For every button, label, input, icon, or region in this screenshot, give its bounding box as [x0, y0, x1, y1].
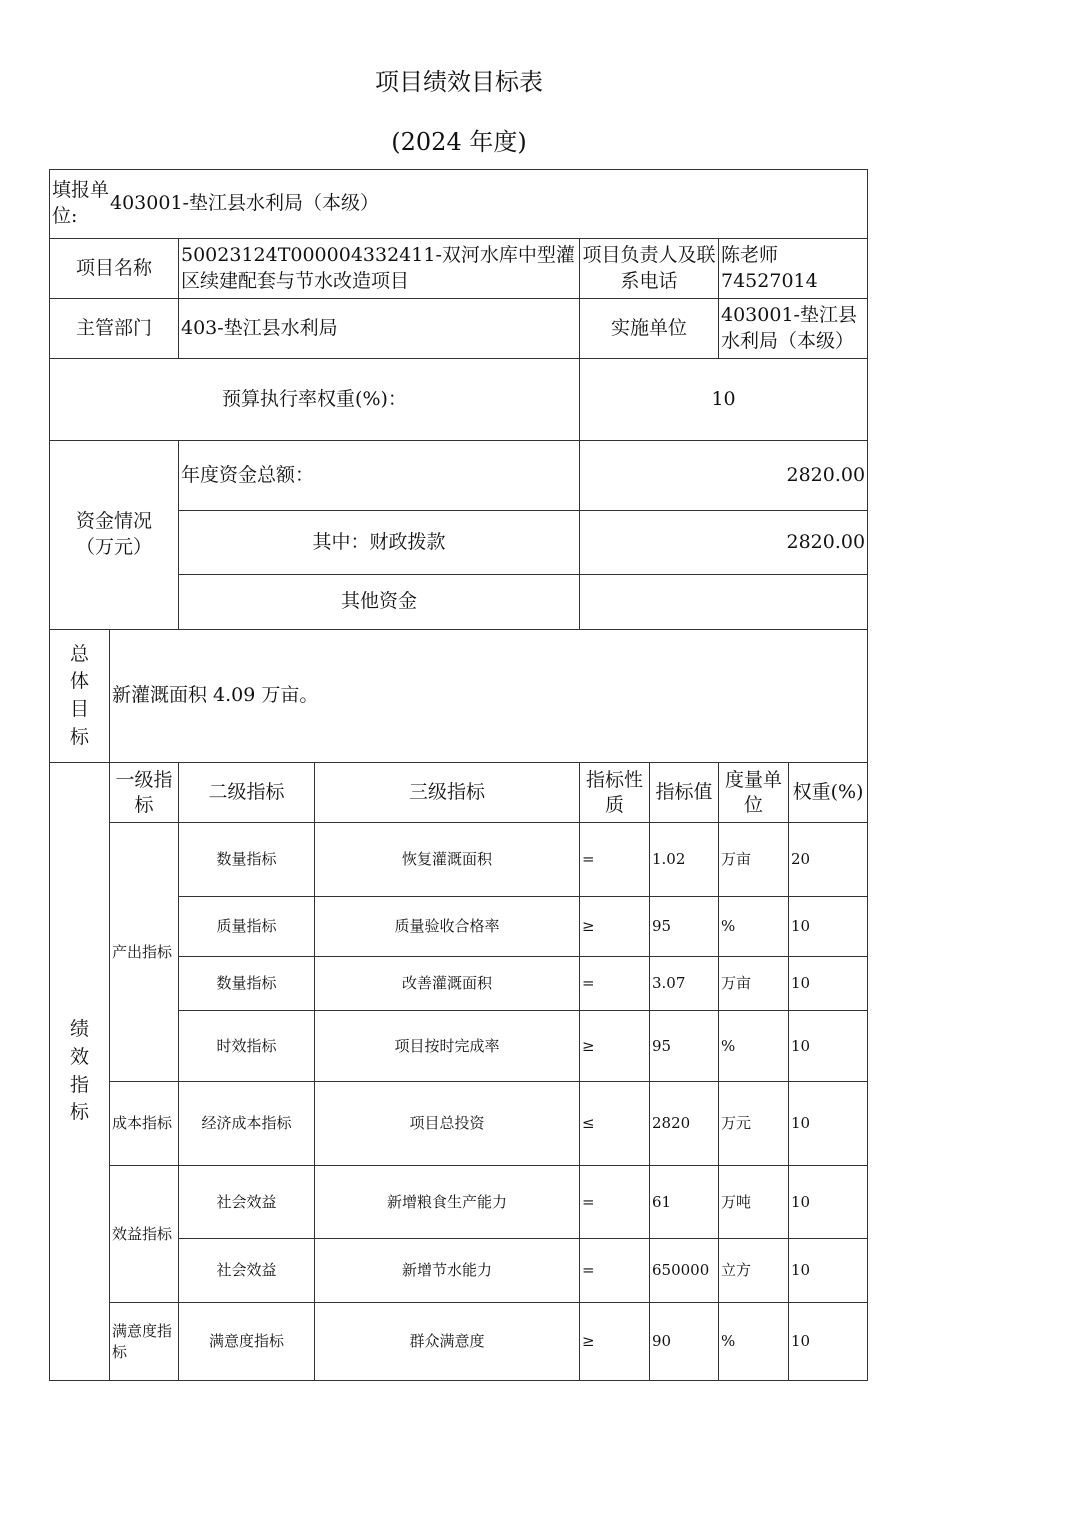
row-value: 95 — [650, 897, 719, 957]
row-unit: % — [719, 1303, 789, 1381]
row-value: 650000 — [650, 1239, 719, 1303]
row-value: 2820 — [650, 1082, 719, 1166]
row-value: 95 — [650, 1011, 719, 1082]
group-output: 产出指标 — [110, 823, 179, 1082]
header-unit — [719, 763, 789, 823]
row-level2: 数量指标 — [179, 957, 315, 1011]
row-value: 1.02 — [650, 823, 719, 897]
project-name-row — [50, 239, 868, 299]
goal-value: 新灌溉面积 4.09 万亩。 — [110, 630, 868, 763]
row-weight: 10 — [789, 1239, 868, 1303]
table-row — [50, 1082, 868, 1166]
row-weight: 10 — [789, 1166, 868, 1239]
row-nature: = — [580, 1166, 650, 1239]
page-title: 项目绩效目标表 — [375, 68, 543, 96]
header-nature — [580, 763, 650, 823]
row-level2: 社会效益 — [179, 1166, 315, 1239]
indicator-section-text: 绩效指标 — [69, 1018, 89, 1124]
row-level2: 质量指标 — [179, 897, 315, 957]
funds-total-row — [50, 441, 868, 511]
row-level2: 社会效益 — [179, 1239, 315, 1303]
impl-value: 403001-垫江县水利局（本级） — [719, 299, 868, 359]
header-nature-text: 指标性质 — [585, 768, 643, 816]
row-nature: = — [580, 1239, 650, 1303]
row-level2: 时效指标 — [179, 1011, 315, 1082]
goal-label — [50, 630, 110, 763]
row-nature: = — [580, 823, 650, 897]
row-level3: 群众满意度 — [315, 1303, 580, 1381]
row-level3: 新增节水能力 — [315, 1239, 580, 1303]
table-row — [50, 1166, 868, 1239]
budget-rate-row — [50, 359, 868, 441]
table-row — [50, 823, 868, 897]
row-value: 90 — [650, 1303, 719, 1381]
row-weight: 10 — [789, 1082, 868, 1166]
row-nature: ≤ — [580, 1082, 650, 1166]
funds-other-value — [580, 575, 868, 630]
row-level3: 新增粮食生产能力 — [315, 1166, 580, 1239]
row-unit: 万吨 — [719, 1166, 789, 1239]
row-weight: 10 — [789, 897, 868, 957]
group-benefit: 效益指标 — [110, 1166, 179, 1303]
row-level3: 恢复灌溉面积 — [315, 823, 580, 897]
row-nature: ≥ — [580, 897, 650, 957]
funds-label-text: 资金情况（万元） — [75, 510, 152, 558]
header-level3: 三级指标 — [315, 763, 580, 823]
row-level2: 满意度指标 — [179, 1303, 315, 1381]
row-level3: 改善灌溉面积 — [315, 957, 580, 1011]
performance-table — [49, 169, 868, 1381]
funds-total-value: 2820.00 — [580, 441, 868, 511]
row-weight: 10 — [789, 957, 868, 1011]
group-cost: 成本指标 — [110, 1082, 179, 1166]
header-unit-text: 度量单位 — [724, 768, 782, 816]
header-level1-text: 一级指标 — [115, 768, 173, 816]
row-nature: = — [580, 957, 650, 1011]
row-level2: 经济成本指标 — [179, 1082, 315, 1166]
table-row — [50, 1303, 868, 1381]
header-level2: 二级指标 — [179, 763, 315, 823]
group-satisfaction: 满意度指标 — [110, 1303, 179, 1381]
project-name-value: 50023124T000004332411-双河水库中型灌区续建配套与节水改造项目 — [179, 239, 580, 299]
dept-value: 403-垫江县水利局 — [179, 299, 580, 359]
unit-label: 填报单位: — [52, 179, 110, 227]
row-weight: 10 — [789, 1303, 868, 1381]
header-level1 — [110, 763, 179, 823]
goal-label-text: 总体目标 — [69, 642, 89, 748]
header-weight: 权重(%) — [789, 763, 868, 823]
unit-value: 403001-垫江县水利局（本级） — [110, 192, 379, 215]
row-level3: 质量验收合格率 — [315, 897, 580, 957]
row-value: 3.07 — [650, 957, 719, 1011]
funds-fiscal-value: 2820.00 — [580, 511, 868, 575]
budget-rate-value: 10 — [580, 359, 868, 441]
dept-row — [50, 299, 868, 359]
funds-other-label: 其他资金 — [179, 575, 580, 630]
funds-total-label: 年度资金总额： — [179, 441, 580, 511]
budget-rate-label: 预算执行率权重(%)： — [50, 359, 580, 441]
indicator-header-row — [50, 763, 868, 823]
row-unit: % — [719, 897, 789, 957]
dept-label: 主管部门 — [50, 299, 179, 359]
header-value: 指标值 — [650, 763, 719, 823]
row-nature: ≥ — [580, 1303, 650, 1381]
row-unit: 立方 — [719, 1239, 789, 1303]
impl-label: 实施单位 — [580, 299, 719, 359]
contact-value: 陈老师 74527014 — [719, 239, 868, 299]
project-name-label: 项目名称 — [50, 239, 179, 299]
row-nature: ≥ — [580, 1011, 650, 1082]
row-value: 61 — [650, 1166, 719, 1239]
row-weight: 20 — [789, 823, 868, 897]
row-level2: 数量指标 — [179, 823, 315, 897]
contact-label: 项目负责人及联系电话 — [580, 239, 719, 299]
unit-cell — [50, 170, 868, 239]
goal-row — [50, 630, 868, 763]
funds-label — [50, 441, 179, 630]
indicator-section-label — [50, 763, 110, 1381]
row-level3: 项目总投资 — [315, 1082, 580, 1166]
funds-fiscal-label: 其中：财政拨款 — [179, 511, 580, 575]
row-weight: 10 — [789, 1011, 868, 1082]
row-level3: 项目按时完成率 — [315, 1011, 580, 1082]
unit-row — [50, 170, 868, 239]
row-unit: 万元 — [719, 1082, 789, 1166]
page-subtitle: (2024 年度) — [391, 128, 527, 156]
row-unit: 万亩 — [719, 823, 789, 897]
row-unit: % — [719, 1011, 789, 1082]
row-unit: 万亩 — [719, 957, 789, 1011]
